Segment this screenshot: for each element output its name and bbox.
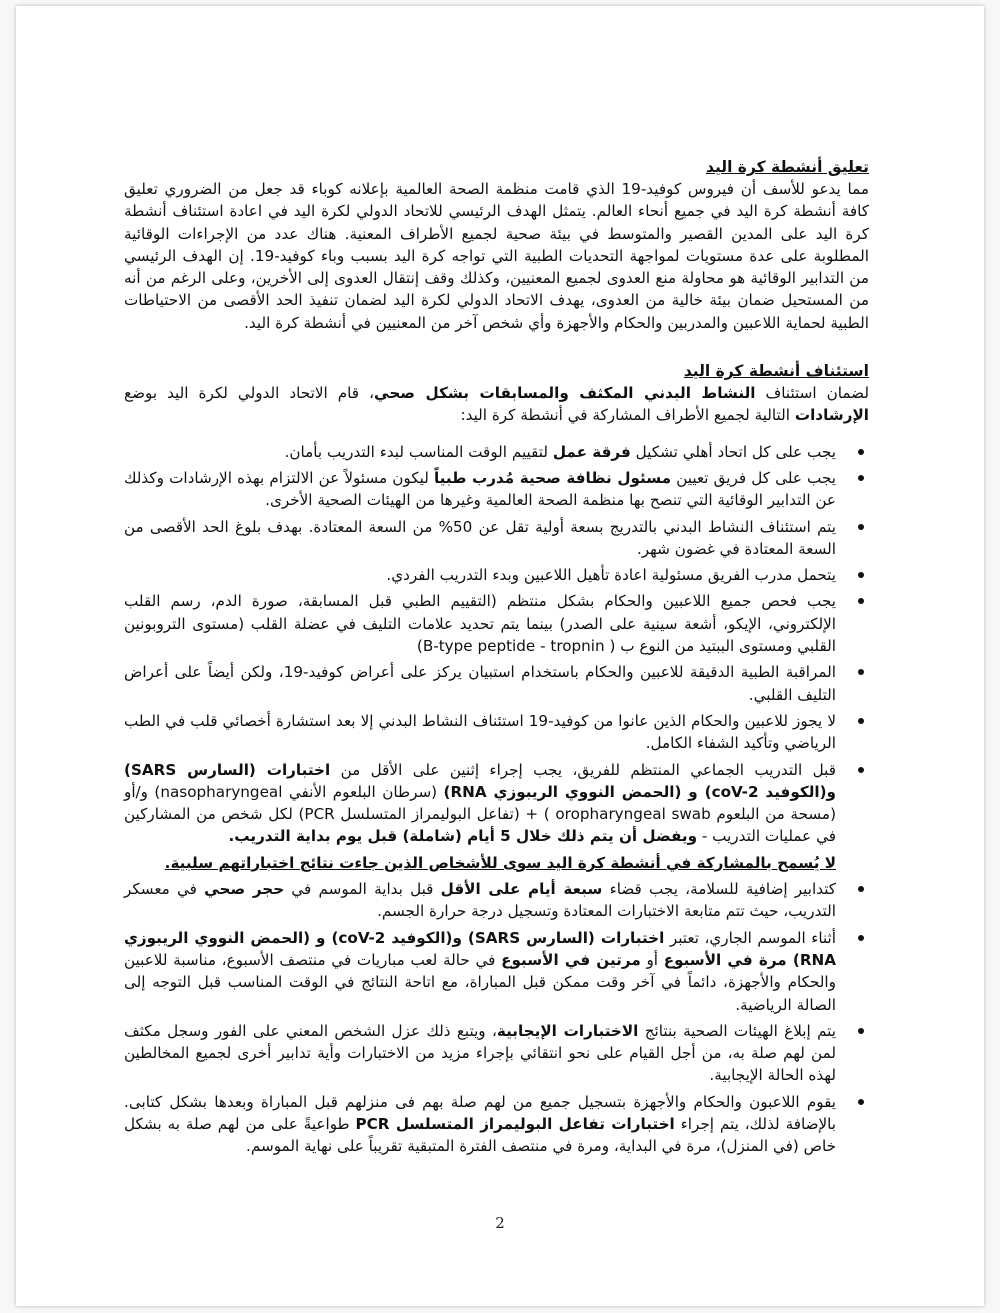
document-body [124,156,869,1162]
list-item: يجب فحص جميع اللاعبين والحكام بشكل منتظم (التقييم الطبي قبل المسابقة، صورة الدم، رسم القلب الإلكتروني، الإيكو، أشعة سينية على الصدر) بينما يتم تحديد علامات التليف في عضلة القلب (مستوى التروبونين القلبي ومستوى الببتيد من النوع ب ( B-type peptide - tropnin) [124,590,836,657]
resumption-intro: لضمان استئناف النشاط البدني المكثف والمسابقات بشكل صحي، قام الاتحاد الدولي لكرة اليد بوضع الإرشادات التالية لجميع الأطراف المشاركة في أنشطة كرة اليد: [124,384,869,425]
list-item: قبل التدريب الجماعي المنتظم للفريق، يجب إجراء إثنين على الأقل من اختبارات (السارس SARS) و(الكوفيد coV-2) و (الحمض النووي الريبوزي RNA) (سرطان البلعوم الأنفي nasopharyngeal) و/أو (مسحة من البلعوم oropharyngeal swab ) + (تفاعل البوليمراز المتسلسل PCR) لكل شخص من المشاركين في عمليات التدريب - ويفضل أن يتم ذلك خلال 5 أيام (شاملة) قبل يوم بداية التدريب. [124,759,836,848]
document-page [16,6,984,1306]
bullet-icon [858,598,864,604]
list-item: أثناء الموسم الجاري، تعتبر اختبارات (السارس SARS) و(الكوفيد coV-2) و (الحمض النووي الريبوزي RNA) مرة في الأسبوع أو مرتين في الأسبوع في حالة لعب مباريات في منتصف الأسبوع، مناسبة للاعبين والحكام والأجهزة، دائماً في آخر وقت ممكن قبل المباراة، مع اتاحة النتائج في الوقت المناسب قبل التوجه إلى الصالة الرياضية. [124,927,836,1016]
guidelines-list [124,441,869,1158]
list-item: المراقبة الطبية الدقيقة للاعبين والحكام باستخدام استبيان يركز على أعراض كوفيد-19، ولكن أيضاً على أعراض التليف القلبي. [124,661,836,706]
page-number: 2 [495,1214,505,1232]
list-item: يجب على كل اتحاد أهلي تشكيل فرقة عمل لتقييم الوقت المناسب لبدء التدريب بأمان. [124,441,836,463]
list-item: لا يجوز للاعبين والحكام الذين عانوا من كوفيد-19 استئناف النشاط البدني إلا بعد استشارة أخصائي قلب في الطب الرياضي وتأكيد الشفاء الكامل. [124,710,836,755]
list-item: كتدابير إضافية للسلامة، يجب قضاء سبعة أيام على الأقل قبل بداية الموسم في حجر صحي في معسكر التدريب، حيث تتم متابعة الاختبارات المعتادة وتسجيل درجة حرارة الجسم. [124,878,836,923]
bullet-icon [858,475,864,481]
bullet-icon [858,524,864,530]
list-item: يتم استئناف النشاط البدني بالتدريج بسعة أولية تقل عن 50% من السعة المعتادة. بهدف بلوغ الحد الأقصى من السعة المعتادة في غضون شهر. [124,516,836,561]
bullet-icon [858,1099,864,1105]
list-item: يقوم اللاعبون والحكام والأجهزة بتسجيل جميع من لهم صلة بهم فى منزلهم قبل المباراة وبعدها بشكل كتابى. بالإضافة لذلك، يتم إجراء اختبارات تفاعل البوليمراز المتسلسل PCR طواعيةً على من لهم صلة به بشكل خاص (في المنزل)، مرة في البداية، ومرة في منتصف الفترة المتبقية تقريباً على نهاية الموسم. [124,1091,836,1158]
bullet-icon [858,886,864,892]
section-title-suspension: تعليق أنشطة كرة اليد [705,158,869,176]
bullet-icon [858,718,864,724]
bullet-icon [858,449,864,455]
list-item: يجب على كل فريق تعيين مسئول نظافة صحية مُدرب طبياً ليكون مسئولاً عن الالتزام بهذه الإرشادات وكذلك عن التدابير الوقائية التي تنصح بها منظمة الصحة العالمية وغيرها من الهيئات الصحية الأخرى. [124,467,836,512]
list-item: يتم إبلاغ الهيئات الصحية بنتائج الاختبارات الإيجابية، ويتبع ذلك عزل الشخص المعني على الفور وسجل مكثف لمن لهم صلة به، من أجل القيام على نحو انتقائي بإجراء مزيد من الاختبارات وأية تدابير أخرى لجميع المخالطين لهذه الحالة الإيجابية. [124,1020,836,1087]
bullet-icon [858,669,864,675]
negative-test-note: لا يُسمح بالمشاركة في أنشطة كرة اليد سوى للأشخاص الذين جاءت نتائج اختباراتهم سلبية. [164,853,836,872]
section-title-resumption: استئناف أنشطة كرة اليد [683,362,869,381]
bullet-icon [858,767,864,773]
bullet-icon [858,935,864,941]
list-item: يتحمل مدرب الفريق مسئولية اعادة تأهيل اللاعبين وبدء التدريب الفردي. [124,564,836,586]
bullet-icon [858,572,864,578]
bullet-icon [858,1028,864,1034]
suspension-paragraph: مما يدعو للأسف أن فيروس كوفيد-19 الذي قامت منظمة الصحة العالمية بإعلانه كوباء قد جعل من الضروري تعليق كافة أنشطة كرة اليد في جميع أنحاء العالم. يتمثل الهدف الرئيسي للاتحاد الدولي لكرة اليد في اعادة استئناف أنشطة كرة اليد على المدين القصير والمتوسط في بيئة صحية لجميع الأطراف المعنية. هناك عدد من الإجراءات الوقائية المطلوبة على عدة مستويات لمواجهة التحديات الطبية التي تواجه كرة اليد بسبب وباء كوفيد-19. إن الهدف الرئيسي من التدابير الوقائية هو محاولة منع العدوى لجميع المعنيين، وكذلك وقف إنتقال العدوى إلى الأخرين، وعلى الرغم من أنه من المستحيل ضمان بيئة خالية من العدوى، يهدف الاتحاد الدولي لكرة اليد لضمان تنفيذ الحد الأقصى من الاحتياطات الطبية لحماية اللاعبين والمدربين والحكام والأجهزة وأي شخص آخر من المعنيين في أنشطة كرة اليد. [124,180,870,332]
